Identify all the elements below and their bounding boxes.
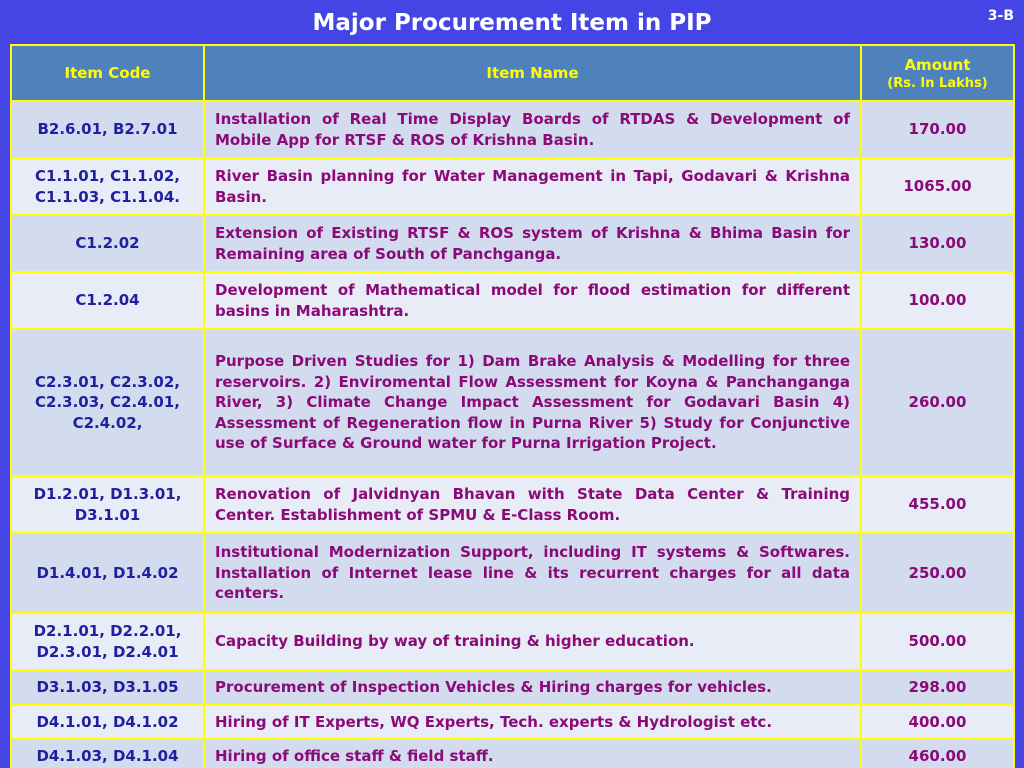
- table-row: [11, 215, 1014, 272]
- amount-cell: 455.00: [861, 476, 1014, 533]
- item-code-cell: C2.3.01, C2.3.02, C2.3.03, C2.4.01, C2.4.02,: [11, 329, 204, 476]
- item-code-cell: D3.1.03, D3.1.05: [11, 670, 204, 705]
- item-code-cell: C1.2.02: [11, 215, 204, 272]
- header-item-name: Item Name: [204, 45, 861, 101]
- item-name-cell: River Basin planning for Water Management in Tapi, Godavari & Krishna Basin.: [204, 158, 861, 215]
- table-row: [11, 158, 1014, 215]
- item-name-cell: Extension of Existing RTSF & ROS system of Krishna & Bhima Basin for Remaining area of South of Panchganga.: [204, 215, 861, 272]
- table-row: [11, 476, 1014, 533]
- table-row: [11, 533, 1014, 613]
- item-name-cell: Renovation of Jalvidnyan Bhavan with State Data Center & Training Center. Establishment of SPMU & E-Class Room.: [204, 476, 861, 533]
- header-amount-unit: (Rs. In Lakhs): [887, 75, 988, 91]
- item-name-cell: Hiring of IT Experts, WQ Experts, Tech. experts & Hydrologist etc.: [204, 705, 861, 739]
- item-code-cell: D4.1.03, D4.1.04: [11, 739, 204, 768]
- amount-cell: 400.00: [861, 705, 1014, 739]
- item-code-cell: C1.2.04: [11, 272, 204, 329]
- table-header-row: [11, 45, 1014, 101]
- item-code-cell: D1.4.01, D1.4.02: [11, 533, 204, 613]
- header-amount: [861, 45, 1014, 101]
- header-item-code: Item Code: [11, 45, 204, 101]
- amount-cell: 250.00: [861, 533, 1014, 613]
- amount-cell: 1065.00: [861, 158, 1014, 215]
- amount-cell: 260.00: [861, 329, 1014, 476]
- table-row: [11, 613, 1014, 670]
- amount-cell: 100.00: [861, 272, 1014, 329]
- table-row: [11, 329, 1014, 476]
- item-code-cell: D4.1.01, D4.1.02: [11, 705, 204, 739]
- item-code-cell: C1.1.01, C1.1.02, C1.1.03, C1.1.04.: [11, 158, 204, 215]
- table-row: [11, 739, 1014, 768]
- table-row: [11, 272, 1014, 329]
- table-row: [11, 705, 1014, 739]
- procurement-table: [10, 44, 1015, 768]
- table-row: [11, 101, 1014, 158]
- item-name-cell: Capacity Building by way of training & higher education.: [204, 613, 861, 670]
- slide-number: 3-B: [987, 8, 1014, 24]
- amount-cell: 460.00: [861, 739, 1014, 768]
- amount-cell: 130.00: [861, 215, 1014, 272]
- item-code-cell: B2.6.01, B2.7.01: [11, 101, 204, 158]
- slide-title: Major Procurement Item in PIP: [312, 10, 712, 36]
- item-name-cell: Hiring of office staff & field staff.: [204, 739, 861, 768]
- amount-cell: 298.00: [861, 670, 1014, 705]
- item-code-cell: D1.2.01, D1.3.01, D3.1.01: [11, 476, 204, 533]
- item-code-cell: D2.1.01, D2.2.01, D2.3.01, D2.4.01: [11, 613, 204, 670]
- item-name-cell: Procurement of Inspection Vehicles & Hiring charges for vehicles.: [204, 670, 861, 705]
- table-row: [11, 670, 1014, 705]
- item-name-cell: Institutional Modernization Support, including IT systems & Softwares. Installation of Internet lease line & its recurrent charges for all data centers.: [204, 533, 861, 613]
- item-name-cell: Purpose Driven Studies for 1) Dam Brake Analysis & Modelling for three reservoirs. 2) Enviromental Flow Assessment for Koyna & Panchanganga River, 3) Climate Change Impact Assessment for Godavari Basin 4) Assessment of Regeneration flow in Purna River 5) Study for Conjunctive use of Surface & Ground water for Purna Irrigation Project.: [204, 329, 861, 476]
- amount-cell: 500.00: [861, 613, 1014, 670]
- amount-cell: 170.00: [861, 101, 1014, 158]
- item-name-cell: Installation of Real Time Display Boards of RTDAS & Development of Mobile App for RTSF & ROS of Krishna Basin.: [204, 101, 861, 158]
- header-amount-label: Amount: [904, 55, 971, 74]
- item-name-cell: Development of Mathematical model for flood estimation for different basins in Maharashtra.: [204, 272, 861, 329]
